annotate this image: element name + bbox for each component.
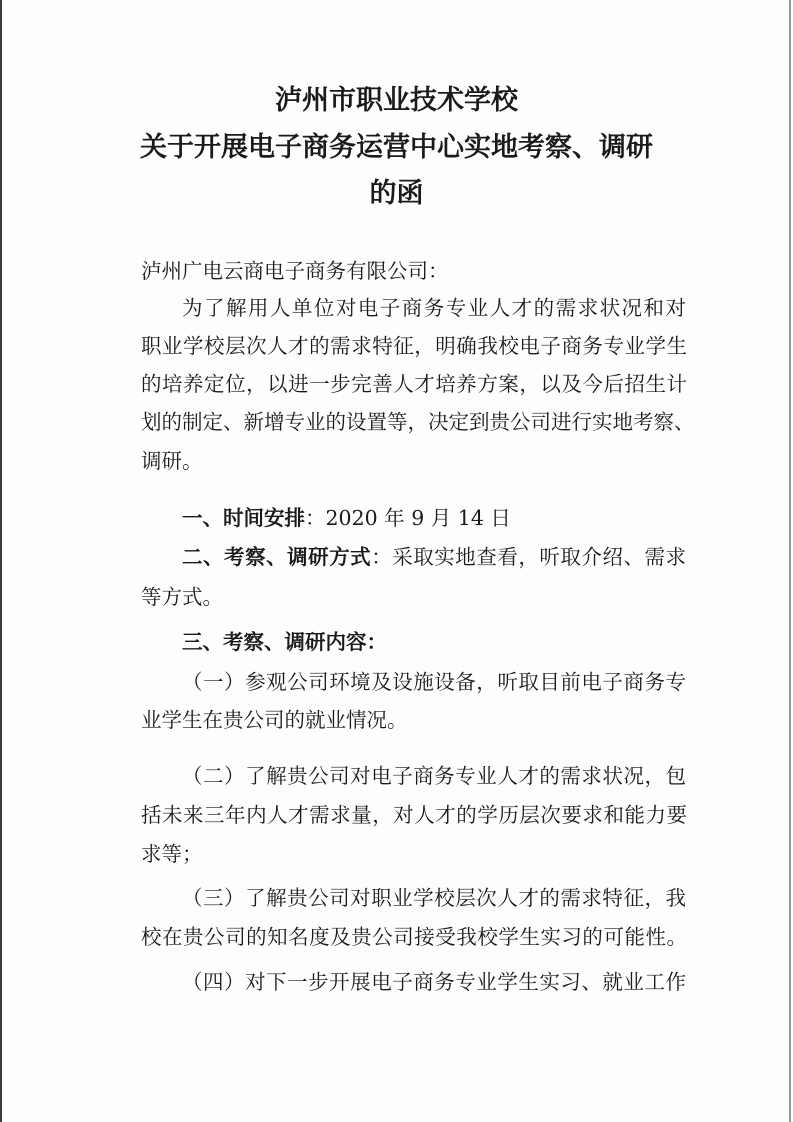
item-3-line-1: （三）了解贵公司对职业学校层次人才的需求特征，我 <box>182 886 686 910</box>
section-2-line-2: 等方式。 <box>141 585 223 609</box>
title-line-3: 的函 <box>369 178 424 209</box>
intro-line-5: 调研。 <box>141 449 203 473</box>
item-2-line-1: （二）了解贵公司对电子商务专业人才的需求状况，包 <box>182 764 686 788</box>
item-3-line-2: 校在贵公司的知名度及贵公司接受我校学生实习的可能性。 <box>141 925 687 949</box>
section-2-line-1 <box>182 545 686 569</box>
section-1-heading: 一、时间安排 <box>182 506 305 530</box>
intro-line-2: 职业学校层次人才的需求特征，明确我校电子商务专业学生 <box>141 334 687 358</box>
section-1 <box>182 506 511 530</box>
item-4-line-1: （四）对下一步开展电子商务专业学生实习、就业工作 <box>182 970 686 994</box>
item-1-line-2: 业学生在贵公司的就业情况。 <box>141 708 408 732</box>
section-1-text: ：2020 年 9 月 14 日 <box>305 506 511 530</box>
item-2-line-2: 括未来三年内人才需求量，对人才的学历层次要求和能力要 <box>141 803 687 827</box>
item-2-line-3: 求等； <box>141 842 203 866</box>
intro-line-1: 为了解用人单位对电子商务专业人才的需求状况和对 <box>182 296 686 320</box>
salutation: 泸州广电云商电子商务有限公司： <box>141 259 449 283</box>
intro-line-3: 的培养定位，以进一步完善人才培养方案，以及今后招生计 <box>141 372 687 396</box>
title-line-1: 泸州市职业技术学校 <box>275 85 518 116</box>
title-line-2: 关于开展电子商务运营中心实地考察、调研 <box>140 132 653 163</box>
section-2-text-1: ：采取实地查看，听取介绍、需求 <box>371 545 687 569</box>
intro-line-4: 划的制定、新增专业的设置等，决定到贵公司进行实地考察、 <box>141 410 695 434</box>
item-1-line-1: （一）参观公司环境及设施设备，听取目前电子商务专 <box>182 670 686 694</box>
section-2-heading: 二、考察、调研方式 <box>182 545 372 569</box>
section-3-heading: 三、考察、调研内容： <box>182 630 387 654</box>
